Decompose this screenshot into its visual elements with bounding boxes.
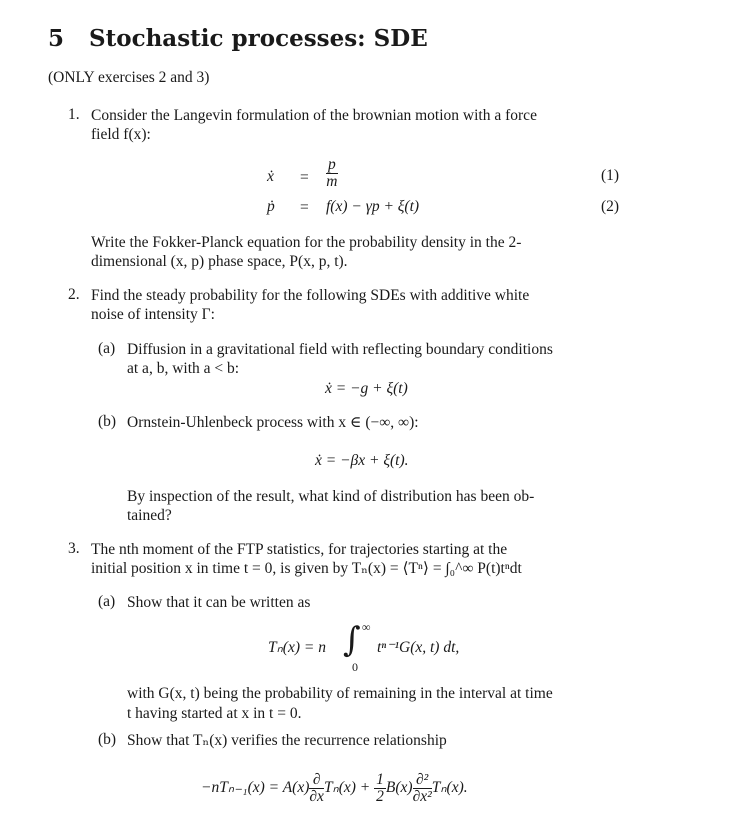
exercise-2a-line-1: Diffusion in a gravitational field with reflecting boundary conditions	[127, 341, 553, 358]
exercise-2b-equation: ẋ = −βx + ξ(t).	[315, 452, 409, 469]
section-title: Stochastic processes: SDE	[89, 25, 428, 52]
eq1-equals: =	[300, 169, 309, 186]
exercise-2a-number: (a)	[98, 340, 116, 357]
partial-denominator: ∂x	[309, 788, 324, 805]
exercise-1-line-2: field f(x):	[91, 126, 151, 143]
exercise-3a-number: (a)	[98, 593, 116, 610]
integral-upper-limit: ∞	[362, 620, 371, 634]
exercise-3a-line-1: Show that it can be written as	[127, 594, 311, 611]
exercise-1-line-1: Consider the Langevin formulation of the brownian motion with a force	[91, 107, 537, 124]
section-number: 5	[48, 25, 65, 52]
section-note: (ONLY exercises 2 and 3)	[48, 69, 210, 86]
exercise-3a-eq-lhs: Tₙ(x) = n	[268, 639, 326, 656]
exercise-2b-number: (b)	[98, 413, 117, 430]
exercise-2a-equation: ẋ = −g + ξ(t)	[325, 380, 408, 397]
integral-sign: ∫	[343, 620, 361, 660]
eq2-equals: =	[300, 199, 309, 216]
recurrence-part-1: −nTₙ₋₁(x) = A(x)	[201, 779, 310, 797]
partial-numerator: ∂	[309, 772, 324, 789]
eq1-fraction	[326, 157, 338, 190]
exercise-2-line-1: Find the steady probability for the following SDEs with additive white	[91, 287, 530, 304]
eq2-lhs: ṗ	[267, 198, 275, 215]
exercise-3-line-2: initial position x in time t = 0, is given by Tₙ(x) = ⟨Tⁿ⟩ = ∫₀^∞ P(t)tⁿdt	[91, 560, 522, 577]
exercise-2b-line-2: By inspection of the result, what kind of distribution has been ob-	[127, 488, 535, 505]
exercise-3-line-1: The nth moment of the FTP statistics, for trajectories starting at the	[91, 541, 508, 558]
recurrence-part-4: Tₙ(x).	[431, 779, 468, 797]
eq1-denominator: m	[326, 173, 338, 190]
half-fraction	[374, 772, 386, 805]
half-denominator: 2	[376, 788, 384, 805]
eq1-tag: (1)	[601, 167, 620, 184]
eq2-tag: (2)	[601, 198, 620, 215]
exercise-2a-line-2: at a, b, with a < b:	[127, 360, 240, 377]
exercise-3-number: 3.	[68, 540, 80, 557]
recurrence-part-2: Tₙ(x) +	[323, 779, 371, 797]
half-numerator: 1	[376, 771, 384, 788]
exercise-1-number: 1.	[68, 106, 80, 123]
exercise-2b-line-3: tained?	[127, 507, 172, 524]
exercise-3a-eq-rhs: tⁿ⁻¹G(x, t) dt,	[377, 639, 460, 656]
second-partial-denominator: ∂x²	[412, 788, 432, 805]
exercise-3b-number: (b)	[98, 731, 117, 748]
recurrence-part-3: B(x)	[385, 779, 413, 797]
eq1-numerator: p	[328, 156, 336, 173]
partial-fraction	[309, 772, 324, 805]
exercise-1-line-3: Write the Fokker-Planck equation for the probability density in the 2-	[91, 234, 522, 251]
exercise-2-number: 2.	[68, 286, 80, 303]
eq2-rhs: f(x) − γp + ξ(t)	[326, 198, 420, 215]
second-partial-fraction	[413, 772, 432, 805]
eq1-lhs: ẋ	[267, 168, 274, 185]
recurrence-equation	[201, 772, 468, 805]
exercise-2-line-2: noise of intensity Γ:	[91, 306, 215, 323]
exercise-3a-line-2: with G(x, t) being the probability of remaining in the interval at time	[127, 685, 553, 702]
exercise-2b-line-1: Ornstein-Uhlenbeck process with x ∈ (−∞, ∞):	[127, 414, 419, 431]
exercise-1-line-4: dimensional (x, p) phase space, P(x, p, t).	[91, 253, 348, 270]
exercise-3a-line-3: t having started at x in t = 0.	[127, 705, 302, 722]
integral-lower-limit: 0	[352, 660, 358, 674]
exercise-3b-line-1: Show that Tₙ(x) verifies the recurrence relationship	[127, 732, 447, 749]
second-partial-numerator: ∂²	[413, 772, 432, 789]
